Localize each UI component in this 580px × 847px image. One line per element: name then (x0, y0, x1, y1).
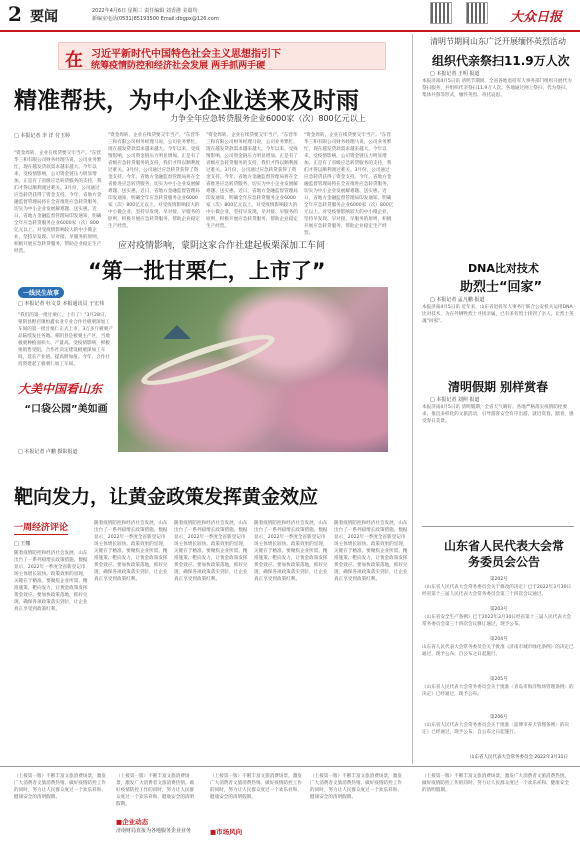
lead-headline: 精准帮扶，为中小企业送来及时雨 (14, 88, 359, 114)
section-name: 要闻 (30, 9, 58, 25)
photo-feature-tag: 大美中国看山东 (18, 382, 103, 396)
banner-mark: 在 (65, 50, 83, 71)
notice-text: 《山东省安全生产条例》已于2022年3月30日经省第十三届人民代表大会常务委员会第三十四次会议修订通过，现予公布。 (422, 615, 572, 627)
bottom-body-col-3: （上接第一版）不断丰富文旅消费场景，激发广大消费者文旅消费热情。做好疫情防控工作的同时，努力让人民群众度过一个欢乐祥和、健康安全的清明假期。 (210, 774, 302, 800)
lead-body-col-3: "资金周转、企业在续贷要交牢当产。"东营华三和有限公司财务经理马说，公司业务繁忙，现在越发贷款需求越来越大。今年以来，受疫情影响，公司资金链压力明显增加。正是有了省级应急转贷服务的支持，我们才得以顺利渡过难关。3月份，公司通过应急转贷获得了资金支持。今年，省地方金融监督管理局将在全省推进应急转贷服务，切实为中小企业发展解难题、送实惠。近日，省地方金融监督管理局印发通知，明确全年应急转贷服务企业6000家（次）800亿元以上。对受疫情影响较大的中小微企业，坚持早发现、早对接、早服务的原则，积极开展应急转贷服务，帮助企业稳定生产经营。 (206, 133, 298, 229)
theme-banner (58, 42, 386, 70)
bottom-body-col-1: （上接第一版）不断丰富文旅消费场景，激发广大消费者文旅消费热情。做好疫情防控工作的同时，努力让人民群众度过一个欢乐祥和、健康安全的清明假期。 (14, 774, 106, 800)
masthead-meta (92, 7, 219, 23)
commentary-body-col-3: 随着疫情防控和经济社会发展，山东出台了一系列稳增长政策措施。数据显示，2022年一季度全省新登记市场主体增长较快。政策效果的显现，关键在于精准。要聚焦企业所需，精准施策、靶向发力，让黄金政策发挥黄金效应。要加快政策落地，抓好兑现，确保各项政策落实到位，让企业真正享受到政策红利。 (174, 521, 248, 582)
bottom-left-title: 济南财局直报为各地服务企业业务 (116, 828, 192, 834)
page-number: 2 (8, 2, 22, 26)
bottom-left-section: ■企业动态 (116, 818, 149, 826)
story-tag: 一线民生故事 (18, 287, 64, 298)
second-byline: □ 本报记者 杜文景 本报通讯员 于宏伟 (18, 301, 105, 307)
commentary-body-col-1: 随着疫情防控和经济社会发展，山东出台了一系列稳增长政策措施。数据显示，2022年一季度全省新登记市场主体增长较快。政策效果的显现，关键在于精准。要聚焦企业所需，精准施策、靶向发力，让黄金政策发挥黄金效应。要加快政策落地，抓好兑现，确保各项政策落实到位，让企业真正享受到政策红利。 (14, 551, 88, 612)
bottom-body-col-2: （上接第一版）不断丰富文旅消费场景，激发广大消费者文旅消费热情。做好疫情防控工作的同时，努力让人民群众度过一个欢乐祥和、健康安全的清明假期。 (116, 774, 195, 807)
right-body-3: 本报济南4月5日讯 清明假期，全省天气晴好。各地严格落实疫情防控要求，推出多样化的文旅活动，引导游客安全有序出游，就近赏春、踏青，感受春日美景。 (422, 405, 574, 424)
commentary-body-col-5: 随着疫情防控和经济社会发展，山东出台了一系列稳增长政策措施。数据显示，2022年一季度全省新登记市场主体增长较快。政策效果的显现，关键在于精准。要聚焦企业所需，精准施策、靶向发力，让黄金政策发挥黄金效应。要加快政策落地，抓好兑现，确保各项政策落实到位，让企业真正享受到政策红利。 (334, 521, 408, 582)
bottom-mid-section: ■市场风向 (210, 828, 243, 836)
second-body: "我们的第一批甘栗仁，上市了！"3月28日，蒙阴县野店镇恒鑫农业专业合作社板栗深加工车间的第一批甘栗仁正式上市。3万多斤板栗产品陆续发往各地。蒙阴县是板栗主产区，当地板栗种植面积大、产量高。受疫情影响，鲜板栗销售受阻，合作社决定建设板栗深加工车间，延长产业链、提高附加值。今年，合作社投资建起了板栗仁加工车间。 (18, 313, 113, 367)
right-body-1: 本报济南4月5日讯 清明节期间，全省各地退役军人事务部门组织开展代为祭扫服务，共组织代亲祭扫11.9万人次。各地通过网上祭扫、代为祭扫、集体共祭等形式，缅怀英烈、寄托哀思。 (422, 79, 572, 98)
banner-line-1: 习近平新时代中国特色社会主义思想指引下 (91, 49, 281, 60)
meta-contact-line: 新编室电话(0531)85193500 Email:dbgpx@126.com (92, 16, 219, 22)
second-intro: 应对疫情影响，蒙阴这家合作社建起板栗深加工车间 (118, 241, 326, 251)
right-head-4: 山东省人民代表大会常务委员会公告 (444, 539, 565, 569)
lead-body-col-2: "资金周转、企业在续贷要交牢当产。"东营华三和有限公司财务经理马说，公司业务繁忙，现在越发贷款需求越来越大。今年以来，受疫情影响，公司资金链压力明显增加。正是有了省级应急转贷服务的支持，我们才得以顺利渡过难关。3月份，公司通过应急转贷获得了资金支持。今年，省地方金融监督管理局将在全省推进应急转贷服务，切实为中小企业发展解难题、送实惠。近日，省地方金融监督管理局印发通知，明确全年应急转贷服务企业6000家（次）800亿元以上。对受疫情影响较大的中小微企业，坚持早发现、早对接、早服务的原则，积极开展应急转贷服务，帮助企业稳定生产经营。 (108, 133, 200, 229)
masthead (0, 0, 580, 32)
right-byline-3: □ 本报记者 刘照 报道 (430, 397, 480, 403)
right-byline-1: □ 本报记者 王明 报道 (430, 71, 480, 77)
second-headline: “第一批甘栗仁，上市了” (88, 259, 326, 283)
right-head-2a: DNA比对技术 (468, 262, 539, 275)
meta-date-line: 2022年4月6日 星期三 责任编辑 刘香港 美篇均 (92, 8, 198, 14)
pavilion-icon (163, 325, 191, 339)
lead-byline: □ 本报记者 李 洋 付玉婷 (14, 133, 71, 139)
notice-text: 《山东省人民代表大会常务委员会关于修改的决定》已于2022年3月30日经省第十三届人民代表大会常务委员会第三十四次会议通过。 (422, 585, 572, 597)
right-head-2b: 助烈士“回家” (460, 280, 543, 295)
notice-text: 山东省人民代表大会常务委员会关于批准《济南市城市绿化条例》的决定已通过，现予公布，自公布之日起施行。 (422, 645, 574, 657)
right-byline-2: □ 本报记者 孟凡鹏 报道 (430, 297, 485, 303)
commentary-body-col-4: 随着疫情防控和经济社会发展，山东出台了一系列稳增长政策措施。数据显示，2022年一季度全省新登记市场主体增长较快。政策效果的显现，关键在于精准。要聚焦企业所需，精准施策、靶向发力，让黄金政策发挥黄金效应。要加快政策落地，抓好兑现，确保各项政策落实到位，让企业真正享受到政策红利。 (254, 521, 328, 582)
photo-feature-box (18, 380, 114, 440)
park-photo (118, 287, 388, 452)
bottom-body-col-5: （上接第一版）不断丰富文旅消费场景，激发广大消费者文旅消费热情。做好疫情防控工作的同时，努力让人民群众度过一个欢乐祥和、健康安全的清明假期。 (422, 774, 570, 793)
bottom-strip (0, 766, 580, 847)
qr-code-icon (430, 2, 452, 24)
right-head-1: 组织代亲祭扫11.9万人次 (432, 54, 570, 68)
right-divider (422, 526, 574, 527)
right-body-2: 本报济南4月5日讯 近年来，山东省退役军人事务厅联合公安机关运用DNA比对技术，为在外牺牲烈士寻找亲属，已有多名烈士找到了亲人，让烈士英魂“回家”。 (422, 305, 574, 324)
photo-feature-title: “口袋公园”美如画 (24, 404, 108, 415)
commentary-byline: □ 王娜 (14, 541, 31, 547)
notice-number: 第206号 (490, 715, 508, 720)
qr-code-icon (466, 2, 488, 24)
lead-body-col-4: "资金周转、企业在续贷要交牢当产。"东营华三和有限公司财务经理马说，公司业务繁忙，现在越发贷款需求越来越大。今年以来，受疫情影响，公司资金链压力明显增加。正是有了省级应急转贷服务的支持，我们才得以顺利渡过难关。3月份，公司通过应急转贷获得了资金支持。今年，省地方金融监督管理局将在全省推进应急转贷服务，切实为中小企业发展解难题、送实惠。近日，省地方金融监督管理局印发通知，明确全年应急转贷服务企业6000家（次）800亿元以上。对受疫情影响较大的中小微企业，坚持早发现、早对接、早服务的原则，积极开展应急转贷服务，帮助企业稳定生产经营。 (304, 133, 394, 236)
lead-subhead: 力争全年应急转贷服务企业6000家（次）800亿元以上 (170, 114, 366, 123)
notice-footer: 山东省人民代表大会常务委员会 2022年3月31日 (470, 755, 568, 760)
banner-line-2: 统筹疫情防控和经济社会发展 两手抓两手硬 (91, 61, 266, 71)
commentary-headline: 靶向发力，让黄金政策发挥黄金效应 (14, 486, 319, 508)
right-head-3: 清明假期 别样赏春 (448, 380, 549, 394)
notice-number: 第202号 (490, 577, 508, 582)
notice-number: 第205号 (490, 677, 508, 682)
right-top-line: 清明节期间山东广泛开展缅怀英烈活动 (430, 37, 566, 46)
newspaper-logo: 大众日报 (510, 10, 563, 25)
lead-body-col-1: "资金周转、企业在续贷要交牢当产。"东营华三和有限公司财务经理马说，公司业务繁忙，现在越发贷款需求越来越大。今年以来，受疫情影响，公司资金链压力明显增加。正是有了省级应急转贷服务的支持，我们才得以顺利渡过难关。3月份，公司通过应急转贷获得了资金支持。今年，省地方金融监督管理局将在全省推进应急转贷服务，切实为中小企业发展解难题、送实惠。近日，省地方金融监督管理局印发通知，明确全年应急转贷服务企业6000家（次）800亿元以上。对受疫情影响较大的中小微企业，坚持早发现、早对接、早服务的原则，积极开展应急转贷服务，帮助企业稳定生产经营。 (14, 151, 102, 254)
notice-number: 第203号 (490, 607, 508, 612)
notice-number: 第204号 (490, 637, 508, 642)
notice-text: 《山东省人民代表大会常务委员会关于批准〈青岛市海洋牧场管理条例〉的决定》已经通过，现予公布。 (422, 685, 574, 697)
bottom-body-col-4: （上接第一版）不断丰富文旅消费场景，激发广大消费者文旅消费热情。做好疫情防控工作的同时，努力让人民群众度过一个欢乐祥和、健康安全的清明假期。 (310, 774, 402, 800)
commentary-body-col-2: 随着疫情防控和经济社会发展，山东出台了一系列稳增长政策措施。数据显示，2022年一季度全省新登记市场主体增长较快。政策效果的显现，关键在于精准。要聚焦企业所需，精准施策、靶向发力，让黄金政策发挥黄金效应。要加快政策落地，抓好兑现，确保各项政策落实到位，让企业真正享受到政策红利。 (94, 521, 168, 582)
photo-caption: □ 本报记者 卢鹏 摄影报道 (18, 449, 78, 455)
park-path (137, 326, 278, 394)
notice-text: 《山东省人民代表大会常务委员会关于批准〈淄博市养犬管理条例〉的决定》已经通过，现予公布，自公布之日起施行。 (422, 723, 570, 735)
column-divider (412, 34, 413, 764)
commentary-column-label: 一周经济评论 (14, 520, 68, 535)
